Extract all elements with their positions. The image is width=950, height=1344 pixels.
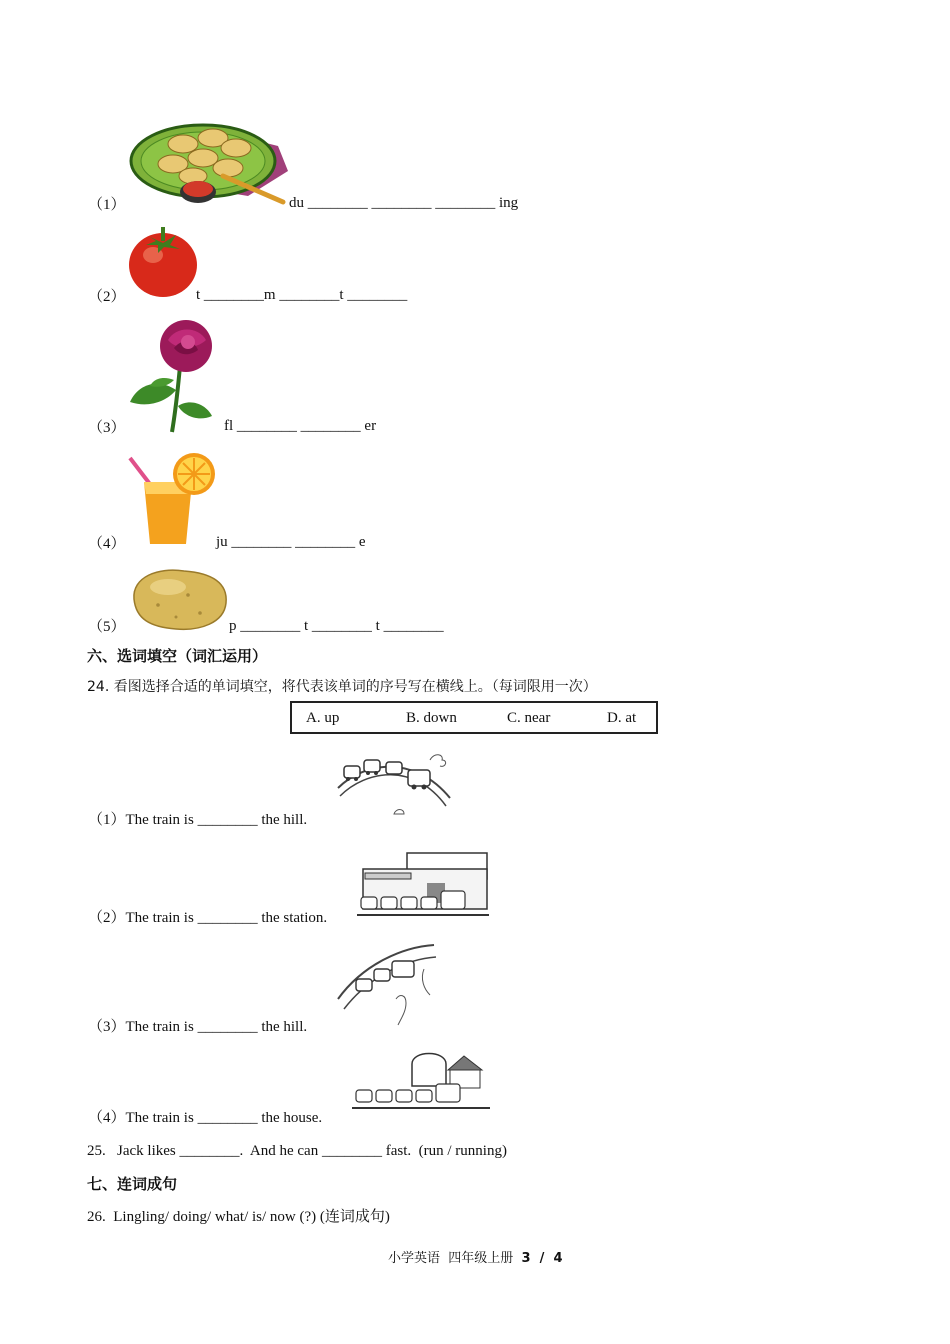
q23-item-1-number: （1） [88,197,126,213]
q24-prompt: 24. 看图选择合适的单词填空，将代表该单词的序号写在横线上。（每词限用一次） [87,679,597,695]
option-d: D. at [607,710,637,726]
flower-picture [128,318,226,434]
option-c: C. near [507,710,551,726]
q24-item-3-text: （3）The train is ________ the hill. [88,1019,308,1035]
q23-item-3-text: fl ________ ________ er [224,418,377,434]
train-near-house-picture [352,1046,492,1116]
section-6-heading: 六、选词填空（词汇运用） [87,647,268,665]
train-up-hill-picture [334,748,454,822]
juice-picture [126,452,218,548]
q24-item-2-text: （2）The train is ________ the station. [88,910,328,926]
q23-item-4-text: ju ________ ________ e [216,534,366,550]
option-a: A. up [306,710,340,726]
train-at-station-picture [357,851,491,921]
page-number: 3 / 4 [521,1251,563,1266]
q23-item-4-number: （4） [88,536,126,552]
page-footer [388,1247,563,1266]
dumplings-picture [128,116,290,210]
potato-picture [128,565,230,633]
footer-text: 小学英语 四年级上册 [388,1251,518,1266]
q23-item-3-number: （3） [88,420,126,436]
section-7-heading: 七、连词成句 [87,1175,178,1193]
q25-text: 25. Jack likes ________. And he can ________ fast. (run / running) [87,1143,507,1159]
q26-text: 26. Lingling/ doing/ what/ is/ now (?) (连词成句) [87,1209,390,1225]
options-box [290,701,658,734]
option-b: B. down [406,710,457,726]
q24-item-1-text: （1）The train is ________ the hill. [88,812,308,828]
q24-item-4-text: （4）The train is ________ the house. [88,1110,323,1126]
q23-item-1-text: du ________ ________ ________ ing [289,195,519,211]
q23-item-2-text: t ________m ________t ________ [196,287,408,303]
q23-item-5-number: （5） [88,619,126,635]
q23-item-2-number: （2） [88,289,126,305]
train-down-hill-picture [334,939,438,1027]
q23-item-5-text: p ________ t ________ t ________ [229,618,444,634]
tomato-picture [128,223,200,299]
